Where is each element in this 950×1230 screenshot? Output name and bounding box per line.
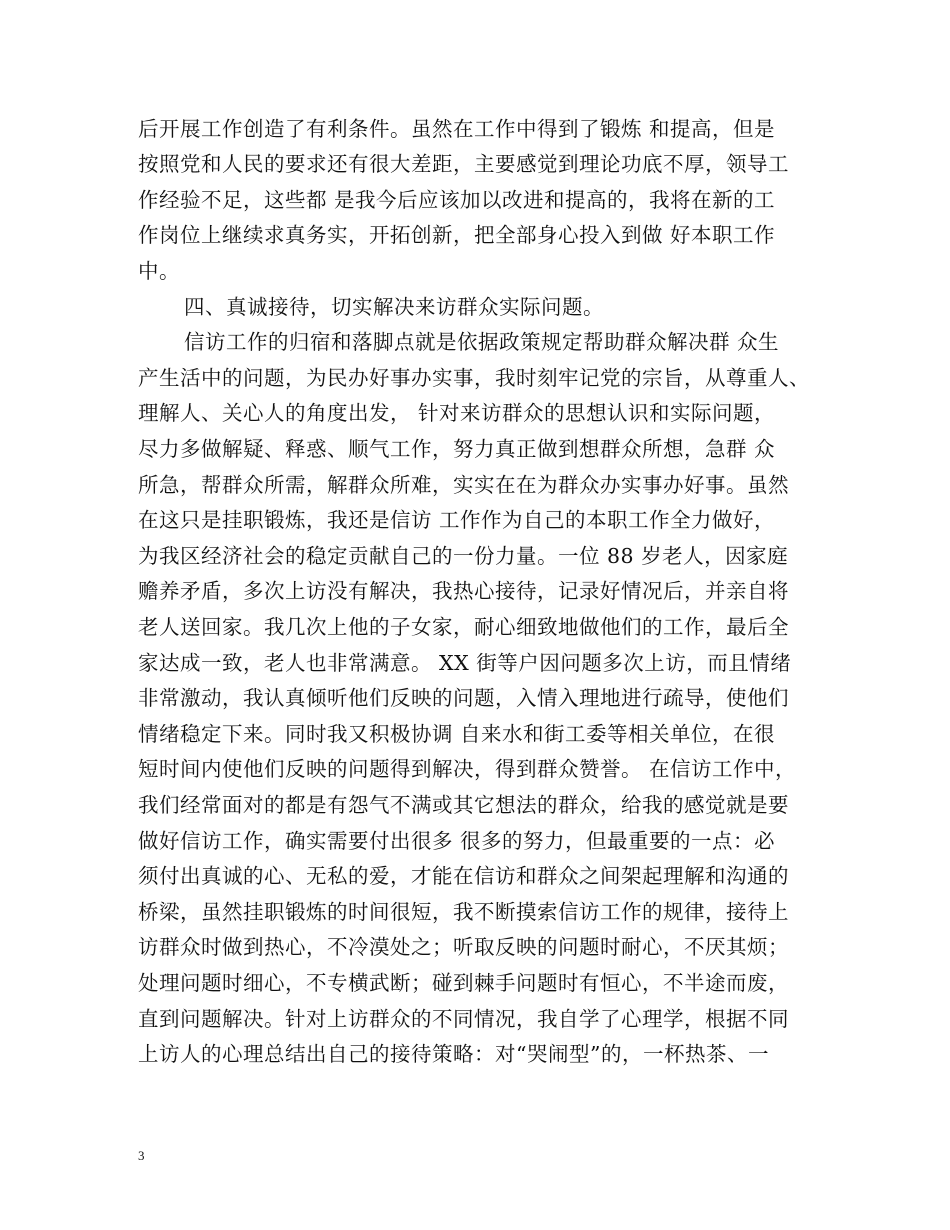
text-line: 产生活中的问题，为民办好事办实事，我时刻牢记党的宗旨，从尊重人、: [138, 366, 810, 390]
text-line: 处理问题时细心，不专横武断；碰到棘手问题时有恒心，不半途而废，: [138, 971, 789, 995]
text-line: 尽力多做解疑、释惑、顺气工作，努力真正做到想群众所想，急群 众: [138, 437, 776, 461]
text-line: 作岗位上继续求真务实，开拓创新，把全部身心投入到做 好本职工作: [138, 223, 776, 247]
text-line: 按照党和人民的要求还有很大差距，主要感觉到理论功底不厚，领导工: [138, 152, 789, 176]
text-line: 直到问题解决。针对上访群众的不同情况，我自学了心理学，根据不同: [138, 1007, 789, 1031]
text-line: 所急，帮群众所需，解群众所难，实实在在为群众办实事办好事。虽然: [138, 473, 789, 497]
text-line: 上访人的心理总结出自己的接待策略：对“哭闹型”的，一杯热茶、一: [138, 1042, 769, 1066]
text-line: 信访工作的归宿和落脚点就是依据政策规定帮助群众解决群 众生: [184, 330, 780, 354]
text-line: 情绪稳定下来。同时我又积极协调 自来水和街工委等相关单位，在很: [138, 722, 776, 746]
text-line: 家达成一致，老人也非常满意。 XX 街等户因问题多次上访，而且情绪: [138, 651, 792, 675]
text-line: 访群众时做到热心，不冷漠处之；听取反映的问题时耐心，不厌其烦；: [138, 935, 789, 959]
text-line: 赡养矛盾，多次上访没有解决，我热心接待，记录好情况后，并亲自将: [138, 579, 789, 603]
text-line: 老人送回家。我几次上他的子女家，耐心细致地做他们的工作，最后全: [138, 615, 789, 639]
section-heading: 四、真诚接待，切实解决来访群众实际问题。: [184, 295, 604, 319]
text-line: 在这只是挂职锻炼，我还是信访 工作作为自己的本职工作全力做好，: [138, 508, 776, 532]
text-line: 做好信访工作，确实需要付出很多 很多的努力，但最重要的一点：必: [138, 829, 776, 853]
text-line: 须付出真诚的心、无私的爱，才能在信访和群众之间架起理解和沟通的: [138, 864, 789, 888]
text-line: 为我区经济社会的稳定贡献自己的一份力量。一位 88 岁老人，因家庭: [138, 544, 789, 568]
text-line: 作经验不足，这些都 是我今后应该加以改进和提高的，我将在新的工: [138, 188, 776, 212]
text-line: 理解人、关心人的角度出发， 针对来访群众的思想认识和实际问题，: [138, 401, 776, 425]
text-line: 后开展工作创造了有利条件。虽然在工作中得到了锻炼 和提高，但是: [138, 117, 776, 141]
text-line: 中。: [138, 259, 180, 283]
text-line: 非常激动，我认真倾听他们反映的问题，入情入理地进行疏导，使他们: [138, 686, 789, 710]
text-line: 短时间内使他们反映的问题得到解决，得到群众赞誉。 在信访工作中，: [138, 757, 797, 781]
page-number: 3: [138, 1148, 145, 1163]
text-line: 我们经常面对的都是有怨气不满或其它想法的群众，给我的感觉就是要: [138, 793, 789, 817]
text-line: 桥梁，虽然挂职锻炼的时间很短，我不断摸索信访工作的规律，接待上: [138, 900, 789, 924]
